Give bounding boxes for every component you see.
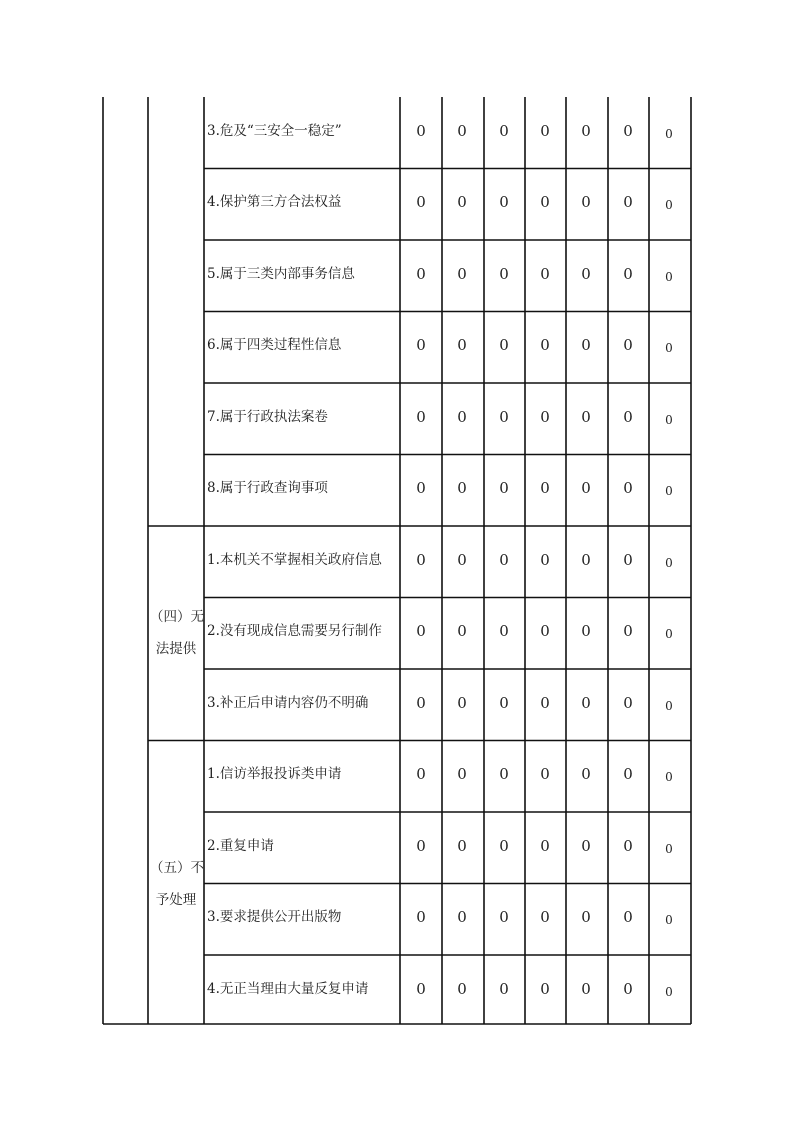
value-cell: 0 xyxy=(457,479,467,498)
value-cell: 0 xyxy=(457,622,467,641)
value-cell: 0 xyxy=(581,264,591,283)
value-cell: 0 xyxy=(416,193,426,212)
row-label: 5.属于三类内部事务信息 xyxy=(207,265,355,282)
value-cell: 0 xyxy=(665,627,673,642)
value-cell: 0 xyxy=(499,836,509,855)
value-cell: 0 xyxy=(623,622,633,641)
value-cell: 0 xyxy=(457,264,467,283)
value-cell: 0 xyxy=(540,979,550,998)
value-cell: 0 xyxy=(623,264,633,283)
value-cell: 0 xyxy=(499,622,509,641)
value-cell: 0 xyxy=(499,550,509,569)
value-cell: 0 xyxy=(581,765,591,784)
value-cell: 0 xyxy=(665,913,673,928)
value-cell: 0 xyxy=(416,121,426,140)
group-category-line: （四）无 xyxy=(150,609,204,626)
row-label: 3.危及“三安全一稳定” xyxy=(207,122,342,139)
value-cell: 0 xyxy=(499,264,509,283)
value-cell: 0 xyxy=(665,412,673,427)
value-cell: 0 xyxy=(623,908,633,927)
group-category-label xyxy=(150,852,202,916)
value-cell: 0 xyxy=(457,193,467,212)
value-cell: 0 xyxy=(623,979,633,998)
value-cell: 0 xyxy=(581,193,591,212)
row-label: 8.属于行政查询事项 xyxy=(207,480,328,497)
value-cell: 0 xyxy=(623,407,633,426)
group-category-line: （五）不 xyxy=(150,859,204,876)
value-cell: 0 xyxy=(581,836,591,855)
row-label: 2.没有现成信息需要另行制作 xyxy=(207,623,382,640)
value-cell: 0 xyxy=(581,979,591,998)
value-cell: 0 xyxy=(416,336,426,355)
value-cell: 0 xyxy=(623,836,633,855)
value-cell: 0 xyxy=(457,979,467,998)
value-cell: 0 xyxy=(499,479,509,498)
value-cell: 0 xyxy=(416,908,426,927)
value-cell: 0 xyxy=(665,198,673,213)
value-cell: 0 xyxy=(581,693,591,712)
value-cell: 0 xyxy=(540,193,550,212)
value-cell: 0 xyxy=(499,979,509,998)
value-cell: 0 xyxy=(623,121,633,140)
value-cell: 0 xyxy=(457,121,467,140)
value-cell: 0 xyxy=(540,836,550,855)
group-category-line: 予处理 xyxy=(155,891,197,908)
row-label: 1.信访举报投诉类申请 xyxy=(207,766,342,783)
value-cell: 0 xyxy=(457,836,467,855)
group-category-label xyxy=(150,601,202,665)
value-cell: 0 xyxy=(540,550,550,569)
value-cell: 0 xyxy=(499,336,509,355)
value-cell: 0 xyxy=(416,550,426,569)
value-cell: 0 xyxy=(665,126,673,141)
value-cell: 0 xyxy=(665,484,673,499)
row-label: 4.保护第三方合法权益 xyxy=(207,194,342,211)
row-label: 2.重复申请 xyxy=(207,837,274,854)
value-cell: 0 xyxy=(581,407,591,426)
value-cell: 0 xyxy=(665,841,673,856)
value-cell: 0 xyxy=(540,693,550,712)
value-cell: 0 xyxy=(623,693,633,712)
value-cell: 0 xyxy=(623,550,633,569)
value-cell: 0 xyxy=(665,698,673,713)
value-cell: 0 xyxy=(540,479,550,498)
value-cell: 0 xyxy=(457,908,467,927)
value-cell: 0 xyxy=(581,908,591,927)
value-cell: 0 xyxy=(499,407,509,426)
value-cell: 0 xyxy=(623,336,633,355)
value-cell: 0 xyxy=(457,407,467,426)
value-cell: 0 xyxy=(665,555,673,570)
value-cell: 0 xyxy=(457,765,467,784)
group-category-line: 法提供 xyxy=(155,641,197,658)
value-cell: 0 xyxy=(540,908,550,927)
value-cell: 0 xyxy=(499,121,509,140)
value-cell: 0 xyxy=(416,693,426,712)
value-cell: 0 xyxy=(540,336,550,355)
value-cell: 0 xyxy=(581,479,591,498)
row-label: 3.补正后申请内容仍不明确 xyxy=(207,694,369,711)
value-cell: 0 xyxy=(416,264,426,283)
value-cell: 0 xyxy=(416,979,426,998)
value-cell: 0 xyxy=(665,770,673,785)
value-cell: 0 xyxy=(457,693,467,712)
row-label: 7.属于行政执法案卷 xyxy=(207,408,328,425)
value-cell: 0 xyxy=(416,479,426,498)
row-label: 6.属于四类过程性信息 xyxy=(207,337,342,354)
value-cell: 0 xyxy=(581,121,591,140)
value-cell: 0 xyxy=(416,622,426,641)
value-cell: 0 xyxy=(457,550,467,569)
value-cell: 0 xyxy=(416,765,426,784)
value-cell: 0 xyxy=(623,765,633,784)
value-cell: 0 xyxy=(581,336,591,355)
value-cell: 0 xyxy=(623,193,633,212)
row-label: 3.要求提供公开出版物 xyxy=(207,909,342,926)
value-cell: 0 xyxy=(581,550,591,569)
value-cell: 0 xyxy=(499,765,509,784)
value-cell: 0 xyxy=(416,836,426,855)
value-cell: 0 xyxy=(665,984,673,999)
value-cell: 0 xyxy=(540,407,550,426)
value-cell: 0 xyxy=(623,479,633,498)
value-cell: 0 xyxy=(665,269,673,284)
value-cell: 0 xyxy=(499,193,509,212)
value-cell: 0 xyxy=(540,264,550,283)
value-cell: 0 xyxy=(499,908,509,927)
row-label: 4.无正当理由大量反复申请 xyxy=(207,980,369,997)
value-cell: 0 xyxy=(540,622,550,641)
value-cell: 0 xyxy=(581,622,591,641)
value-cell: 0 xyxy=(665,341,673,356)
row-label: 1.本机关不掌握相关政府信息 xyxy=(207,551,382,568)
value-cell: 0 xyxy=(457,336,467,355)
value-cell: 0 xyxy=(540,121,550,140)
value-cell: 0 xyxy=(540,765,550,784)
value-cell: 0 xyxy=(416,407,426,426)
value-cell: 0 xyxy=(499,693,509,712)
